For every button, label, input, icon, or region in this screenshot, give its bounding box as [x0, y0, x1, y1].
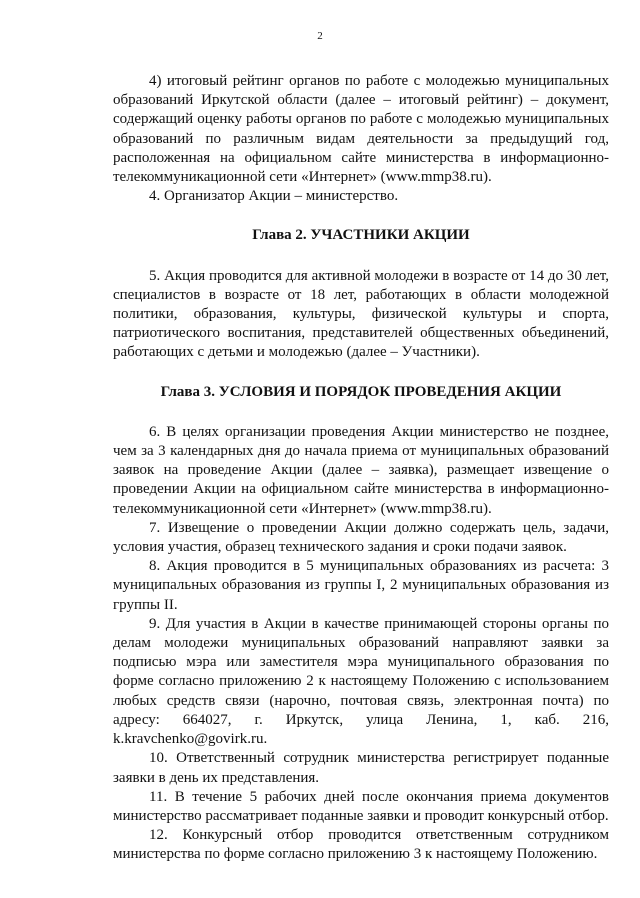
paragraph-6-notice: 6. В целях организации проведения Акции министерство не позднее, чем за 3 календарных дня до начала приема от муниципальных образований заявок на проведение Акции (далее – заявка), размещает извещение о проведении Акции на официальном сайте министерства в информационно-телекоммуникационной сети «Интернет» (www.mmp38.ru).: [113, 423, 609, 517]
paragraph-10-registration: 10. Ответственный сотрудник министерства регистрирует поданные заявки в день их представления.: [113, 750, 609, 786]
paragraph-4-organizer: 4. Организатор Акции – министерство.: [149, 188, 399, 205]
paragraph-9-applications: 9. Для участия в Акции в качестве принимающей стороны органы по делам молодежи муниципальных образований направляют заявки за подписью мэра или заместителя мэра муниципального образования по форме согласно приложению 2 к настоящему Положению с использованием любых средств связи (нарочно, почтовая связь, электронная почта) по адресу: 664027, г. Иркутск, улица Ленина, 1, каб. 216, k.kravchenko@govirk.ru.: [113, 615, 609, 748]
document-body: [113, 72, 609, 865]
paragraph-item-4-rating: 4) итоговый рейтинг органов по работе с молодежью муниципальных образований Иркутской области (далее – итоговый рейтинг) – документ, содержащий оценку работы органов по работе с молодежью муниципальных образований по различным видам деятельности за предыдущий год, расположенная на официальном сайте министерства в информационно-телекоммуникационной сети «Интернет» (www.mmp38.ru).: [113, 73, 609, 186]
paragraph-8-municipalities: 8. Акция проводится в 5 муниципальных образованиях из расчета: 3 муниципальных образования из группы I, 2 муниципальных образования из группы II.: [113, 558, 609, 613]
paragraph-7-notice-content: 7. Извещение о проведении Акции должно содержать цель, задачи, условия участия, образец технического задания и сроки подачи заявок.: [113, 519, 609, 556]
paragraph-12-selection: 12. Конкурсный отбор проводится ответственным сотрудником министерства по форме согласно приложению 3 к настоящему Положению.: [113, 827, 609, 863]
paragraph-11-review: 11. В течение 5 рабочих дней после окончания приема документов министерство рассматривает поданные заявки и проводит конкурсный отбор.: [113, 788, 609, 824]
chapter-3-heading: Глава 3. УСЛОВИЯ И ПОРЯДОК ПРОВЕДЕНИЯ АКЦИИ: [160, 383, 562, 400]
paragraph-5-participants: 5. Акция проводится для активной молодежи в возрасте от 14 до 30 лет, специалистов в возрасте от 18 лет, работающих в области молодежной политики, образования, культуры, физической культуры и спорта, патриотического воспитания, представителей общественных объединений, работающих с детьми и молодежью (далее – Участники).: [113, 267, 609, 361]
page-number: 2: [317, 30, 323, 42]
chapter-2-heading: Глава 2. УЧАСТНИКИ АКЦИИ: [252, 227, 470, 244]
